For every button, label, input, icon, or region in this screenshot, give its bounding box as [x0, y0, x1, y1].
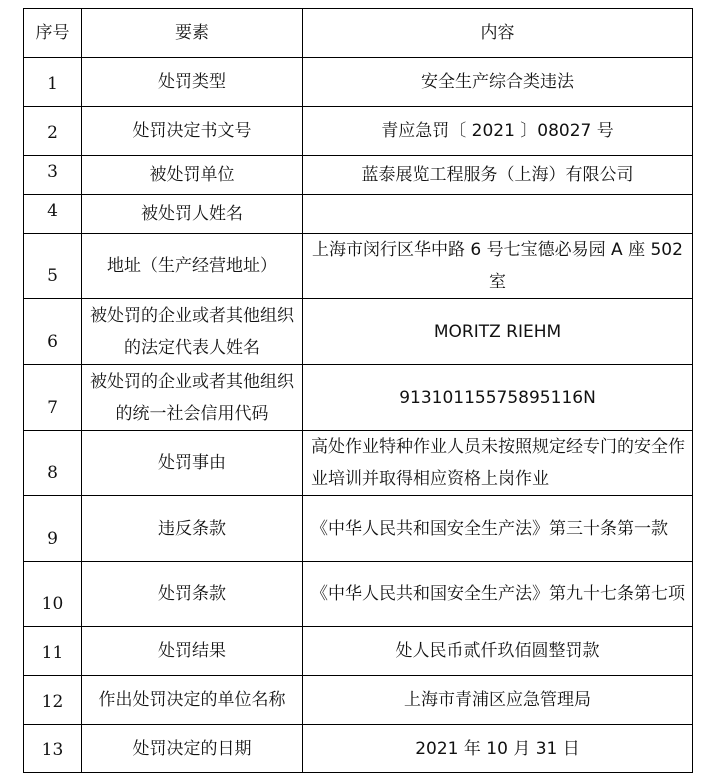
- row-index-text: 9: [47, 529, 58, 549]
- row-index: [24, 562, 82, 627]
- row-content: 蓝泰展览工程服务（上海）有限公司: [303, 156, 693, 195]
- row-content: 处人民币贰仟玖佰圆整罚款: [303, 627, 693, 676]
- header-row: [24, 9, 693, 58]
- row-index-text: 12: [41, 692, 64, 712]
- row-index: [24, 58, 82, 107]
- row-index-text: 2: [47, 123, 58, 143]
- row-element: 处罚条款: [82, 562, 303, 627]
- table-row: [24, 299, 693, 365]
- row-content: 《中华人民共和国安全生产法》第三十条第一款: [303, 496, 693, 562]
- row-content: 91310115575895116N: [303, 365, 693, 431]
- row-index: [24, 107, 82, 156]
- row-content: 2021 年 10 月 31 日: [303, 725, 693, 773]
- table-row: [24, 496, 693, 562]
- row-content: [303, 195, 693, 234]
- table-row: [24, 725, 693, 773]
- row-content: MORITZ RIEHM: [303, 299, 693, 365]
- row-element: 违反条款: [82, 496, 303, 562]
- row-element: 被处罚的企业或者其他组织的法定代表人姓名: [82, 299, 303, 365]
- row-content: 上海市闵行区华中路 6 号七宝德必易园 A 座 502 室: [303, 234, 693, 299]
- row-index-text: 13: [41, 740, 64, 760]
- row-index: [24, 496, 82, 562]
- row-content: 《中华人民共和国安全生产法》第九十七条第七项: [303, 562, 693, 627]
- row-content: 上海市青浦区应急管理局: [303, 676, 693, 725]
- row-content: 安全生产综合类违法: [303, 58, 693, 107]
- row-index-text: 3: [47, 162, 58, 182]
- row-index-text: 7: [47, 398, 58, 418]
- row-element: 处罚类型: [82, 58, 303, 107]
- row-index-text: 10: [41, 594, 64, 614]
- table-row: [24, 562, 693, 627]
- row-element: 被处罚人姓名: [82, 195, 303, 234]
- row-element: 地址（生产经营地址）: [82, 234, 303, 299]
- row-element: 被处罚的企业或者其他组织的统一社会信用代码: [82, 365, 303, 431]
- row-index: [24, 299, 82, 365]
- table-row: [24, 234, 693, 299]
- row-element: 处罚决定的日期: [82, 725, 303, 773]
- row-index: [24, 195, 82, 234]
- row-index-text: 11: [41, 643, 64, 663]
- row-index: [24, 234, 82, 299]
- table-row: [24, 156, 693, 195]
- table-row: [24, 195, 693, 234]
- row-index: [24, 725, 82, 773]
- row-content: 高处作业特种作业人员未按照规定经专门的安全作业培训并取得相应资格上岗作业: [303, 431, 693, 496]
- row-index: [24, 627, 82, 676]
- row-index-text: 8: [47, 463, 58, 483]
- header-index: 序号: [24, 9, 82, 58]
- row-element: 处罚决定书文号: [82, 107, 303, 156]
- row-index-text: 4: [47, 201, 58, 221]
- row-element: 处罚事由: [82, 431, 303, 496]
- row-index-text: 1: [47, 74, 58, 94]
- table-row: [24, 431, 693, 496]
- penalty-info-table: [23, 8, 693, 773]
- row-content: 青应急罚〔 2021 〕08027 号: [303, 107, 693, 156]
- row-element: 被处罚单位: [82, 156, 303, 195]
- table-row: [24, 627, 693, 676]
- row-index: [24, 431, 82, 496]
- row-index-text: 5: [47, 266, 58, 286]
- row-index: [24, 156, 82, 195]
- table-row: [24, 107, 693, 156]
- row-index: [24, 676, 82, 725]
- row-element: 处罚结果: [82, 627, 303, 676]
- table-row: [24, 676, 693, 725]
- row-index: [24, 365, 82, 431]
- table-row: [24, 365, 693, 431]
- table-row: [24, 58, 693, 107]
- row-element: 作出处罚决定的单位名称: [82, 676, 303, 725]
- header-content: 内容: [303, 9, 693, 58]
- row-index-text: 6: [47, 332, 58, 352]
- header-element: 要素: [82, 9, 303, 58]
